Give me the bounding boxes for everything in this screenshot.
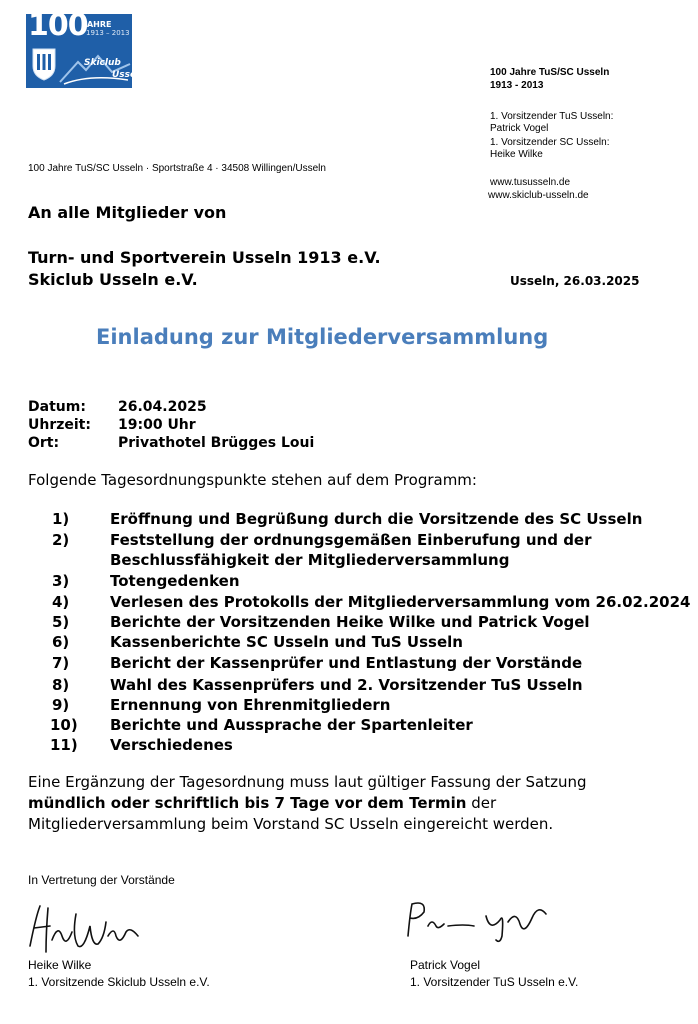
signature-heike-wilke-icon: [26, 896, 146, 958]
agenda-item-number: 9): [52, 696, 70, 714]
chair2-role: 1. Vorsitzender SC Usseln:: [490, 137, 610, 148]
recipient-line: An alle Mitglieder von: [28, 203, 227, 222]
agenda-item-number: 8): [52, 676, 70, 694]
signature-right-name: Patrick Vogel: [410, 958, 481, 972]
logo-jahre: JAHRE: [84, 20, 112, 29]
signature-left-role: 1. Vorsitzende Skiclub Usseln e.V.: [28, 975, 210, 989]
agenda-item-text: Wahl des Kassenprüfers und 2. Vorsitzender TuS Usseln: [110, 676, 583, 694]
signature-right-role: 1. Vorsitzender TuS Usseln e.V.: [410, 975, 579, 989]
recipient-org-skiclub: Skiclub Usseln e.V.: [28, 270, 198, 289]
agenda-item-number: 7): [52, 654, 70, 672]
logo-years: 1913 – 2013: [86, 29, 130, 37]
agenda-item-number: 6): [52, 633, 70, 651]
signature-intro: In Vertretung der Vorstände: [28, 873, 175, 887]
note-line3: Mitgliederversammlung beim Vorstand SC Usseln eingereicht werden.: [28, 815, 554, 833]
logo-club-line1: Skiclub: [84, 58, 121, 68]
note-bold: mündlich oder schriftlich bis 7 Tage vor dem Termin: [28, 794, 467, 812]
website-link-skiclub[interactable]: www.skiclub-usseln.de: [488, 190, 589, 201]
agenda-item-text: Kassenberichte SC Usseln und TuS Usseln: [110, 633, 463, 651]
meta-time-label: Uhrzeit:: [28, 417, 91, 433]
note-line1: Eine Ergänzung der Tagesordnung muss laut gültiger Fassung der Satzung: [28, 773, 587, 791]
agenda-item-text: Beschlussfähigkeit der Mitgliederversammlung: [110, 551, 510, 569]
agenda-item-text: Verschiedenes: [110, 736, 233, 754]
crest-icon: [31, 46, 57, 82]
recipient-org-tus: Turn- und Sportverein Usseln 1913 e.V.: [28, 248, 381, 267]
signature-left-name: Heike Wilke: [28, 958, 92, 972]
chair1-name: Patrick Vogel: [490, 123, 549, 134]
meta-location-label: Ort:: [28, 435, 60, 451]
header-right-title: 100 Jahre TuS/SC Usseln: [490, 67, 610, 78]
sender-line: 100 Jahre TuS/SC Usseln · Sportstraße 4 · 34508 Willingen/Usseln: [28, 163, 326, 174]
chair1-role: 1. Vorsitzender TuS Usseln:: [490, 111, 614, 122]
agenda-item-number: 5): [52, 613, 70, 631]
signature-patrick-vogel-icon: [404, 896, 554, 946]
meta-date-label: Datum:: [28, 399, 86, 415]
agenda-item-text: Verlesen des Protokolls der Mitgliederversammlung vom 26.02.2024: [110, 593, 691, 611]
agenda-item-number: 4): [52, 593, 70, 611]
agenda-item-text: Ernennung von Ehrenmitgliedern: [110, 696, 391, 714]
agenda-item-number: 2): [52, 531, 70, 549]
logo-number: 100: [28, 8, 88, 43]
club-logo: [26, 8, 146, 88]
header-right-years: 1913 - 2013: [490, 80, 544, 91]
agenda-item-number: 10): [50, 716, 78, 734]
agenda-item-number: 3): [52, 572, 70, 590]
website-link-tus[interactable]: www.tususseln.de: [490, 177, 571, 188]
agenda-intro: Folgende Tagesordnungspunkte stehen auf dem Programm:: [28, 471, 477, 489]
agenda-item-number: 1): [52, 510, 70, 528]
agenda-item-text: Eröffnung und Begrüßung durch die Vorsitzende des SC Usseln: [110, 510, 643, 528]
agenda-item-text: Berichte der Vorsitzenden Heike Wilke und Patrick Vogel: [110, 613, 590, 631]
note-line2-tail: der: [466, 794, 497, 812]
agenda-item-text: Berichte und Aussprache der Spartenleiter: [110, 716, 473, 734]
logo-club-line2: Usseln: [112, 70, 146, 80]
place-date: Usseln, 26.03.2025: [510, 274, 640, 288]
agenda-item-text: Bericht der Kassenprüfer und Entlastung der Vorstände: [110, 654, 583, 672]
document-title: Einladung zur Mitgliederversammlung: [96, 325, 549, 349]
meta-location-value: Privathotel Brügges Loui: [118, 435, 315, 451]
meta-date-value: 26.04.2025: [118, 399, 207, 415]
agenda-item-text: Feststellung der ordnungsgemäßen Einberufung und der: [110, 531, 592, 549]
chair2-name: Heike Wilke: [490, 149, 543, 160]
meta-time-value: 19:00 Uhr: [118, 417, 196, 433]
agenda-item-text: Totengedenken: [110, 572, 240, 590]
amendment-note: [28, 772, 587, 835]
agenda-item-number: 11): [50, 736, 78, 754]
